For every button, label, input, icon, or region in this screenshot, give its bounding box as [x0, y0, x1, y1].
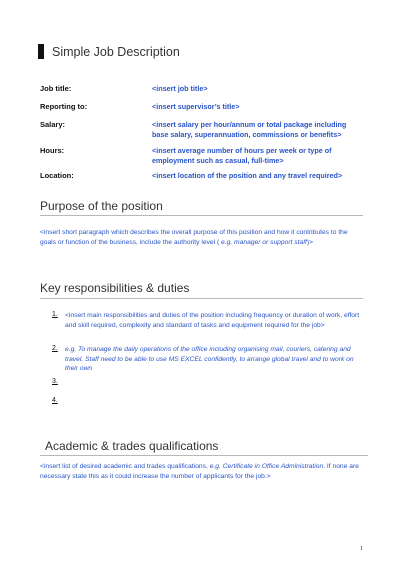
page-number: 1 — [360, 545, 364, 552]
field-label: Job title: — [40, 84, 72, 93]
duty-number: 3. — [52, 378, 58, 385]
duty-number: 1. — [52, 311, 58, 318]
duty-number: 4. — [52, 397, 58, 404]
title-marker — [38, 44, 44, 59]
page-title-text: Simple Job Description — [52, 44, 180, 59]
field-value: <insert salary per hour/annum or total package including base salary, superannuation, commissions or benefits> — [152, 120, 347, 139]
field-label: Salary: — [40, 120, 66, 129]
qualifications-example: e.g. Certificate in Office Administration — [209, 463, 324, 470]
qualifications-heading: Academic & trades qualifications — [45, 439, 219, 453]
field-label: Reporting to: — [40, 102, 88, 111]
field-label: Hours: — [40, 146, 65, 155]
purpose-paragraph — [40, 228, 365, 247]
duty-text: e.g. To manage the daily operations of the office including organising mail, couriers, catering and travel. Staff need to be able to use MS EXCEL confidently, to arrange global travel and to work on their own — [65, 346, 354, 372]
qualifications-text: <insert list of desired academic and trades qualifications, — [40, 463, 210, 470]
field-value: <insert supervisor’s title> — [152, 102, 240, 111]
qualifications-text-end: . If none are necessary state this as it could increase the number of applicants for the job.> — [40, 463, 359, 480]
purpose-heading: Purpose of the position — [40, 199, 163, 213]
page-title — [38, 44, 180, 59]
purpose-example: e.g. manager or support staff — [221, 238, 307, 246]
duty-number: 2. — [52, 345, 58, 352]
purpose-text: <insert short paragraph which describes the overall purpose of this position and how it contributes to the goals or function of the business, include the authority level ( — [40, 229, 348, 246]
qualifications-paragraph — [40, 462, 368, 481]
qualifications-divider — [40, 455, 368, 456]
purpose-divider — [40, 215, 363, 216]
purpose-text-end: )> — [306, 238, 314, 246]
duties-heading: Key responsibilities & duties — [40, 281, 190, 295]
duty-text: <insert main responsibilities and duties of the position including frequency or duration of work, effort and skill required, complexity and standard of tasks and equipment required for the job> — [65, 312, 360, 329]
field-label: Location: — [40, 171, 74, 180]
field-value: <insert job title> — [152, 84, 208, 93]
field-value: <insert average number of hours per week or type of employment such as casual, full-time> — [152, 146, 332, 165]
field-value: <insert location of the position and any travel required> — [152, 171, 343, 180]
duties-divider — [40, 298, 363, 299]
